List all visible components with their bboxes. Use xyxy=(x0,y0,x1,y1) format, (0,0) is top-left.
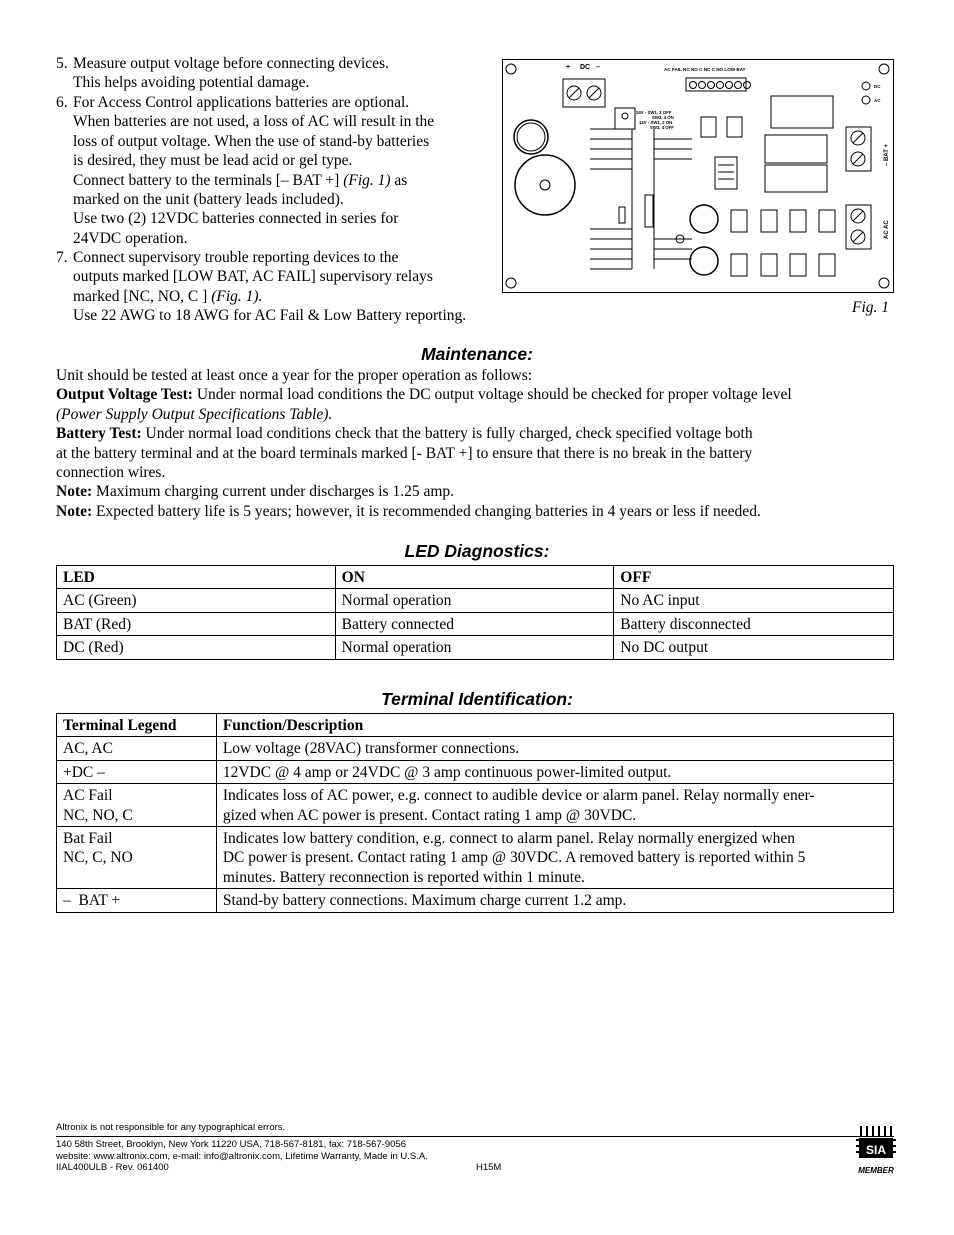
table-cell: Battery connected xyxy=(335,612,614,635)
column-header: LED xyxy=(57,566,336,589)
dip-switch-icon xyxy=(715,157,737,189)
led-diagnostics-heading: LED Diagnostics: xyxy=(404,541,550,561)
relay-terminal-strip xyxy=(686,78,746,91)
relay-icon xyxy=(765,135,827,163)
svg-text:AC FAIL NC NO C NC C: AC FAIL NC NO C NC C NO LOW BAT xyxy=(664,67,746,72)
terminal-desc-cell: Indicates loss of AC power, e.g. connect to audible device or alarm panel. Relay normally ener- gized when AC power is present. Contact rating 1 amp @ 30VDC. xyxy=(216,784,893,827)
sia-member-logo xyxy=(855,1124,897,1176)
column-header: Function/Description xyxy=(216,714,893,737)
svg-text:SIA: SIA xyxy=(865,1143,887,1157)
dc-terminal-block xyxy=(563,79,605,107)
table-header-row xyxy=(57,566,894,589)
led-diagnostics-table xyxy=(56,565,894,660)
table-row xyxy=(57,612,894,635)
svg-text:AC: AC xyxy=(874,98,881,103)
footer-rule xyxy=(56,1136,894,1137)
svg-text:DC: DC xyxy=(874,84,881,89)
table-cell: BAT (Red) xyxy=(57,612,336,635)
footer-address-block: 140 58th Street, Brooklyn, New York 11220 USA, 718-567-8181, fax: 718-567-9056 website: www.altronix.com, e-mail: info@altronix.com, Lifetime Warranty, Made in U.S.A. IIAL400ULB - Rev. 061400 xyxy=(56,1139,428,1173)
maintenance-section: Unit should be tested at least once a year for the proper operation as follows: Output Voltage Test: Under normal load conditions the DC output voltage should be checked for proper voltage level (Power Supply Output Specifications Table). Battery Test: Under normal load conditions check that the battery is fully charged, check specified voltage both at the battery terminal and at the board terminals marked [- BAT +] to ensure that there is no break in the battery connection wires. Note: Maximum charging current under discharges is 1.25 amp. Note: Expected battery life is 5 years; however, it is recommended changing batteries in 4 years or less if needed. xyxy=(56,367,792,520)
instruction-item-7: 7. Connect supervisory trouble reporting devices to the outputs marked [LOW BAT, AC FAIL] supervisory relays marked [NC, NO, C ] (Fig. 1). Use 22 AWG to 18 AWG for AC Fail & Low Battery reporting. xyxy=(56,249,467,325)
svg-text:+: + xyxy=(566,64,571,71)
instruction-item-6: 6. For Access Control applications batteries are optional. When batteries are not used, a loss of AC will result in the loss of output voltage. When the use of stand-by batteries is desired, they must be lead acid or gel type. Connect battery to the terminals [– BAT +] (Fig. 1) as marked on the unit (battery leads included). Use two (2) 12VDC batteries connected in series for 24VDC operation. xyxy=(56,94,435,247)
footer-code: H15M xyxy=(476,1162,502,1173)
terminal-legend-cell: AC, AC xyxy=(57,737,217,760)
figure-caption: Fig. 1 xyxy=(852,299,890,316)
terminal-desc-cell: Stand-by battery connections. Maximum charge current 1.2 amp. xyxy=(216,889,893,912)
bat-terminal-block xyxy=(846,127,871,171)
table-cell: Battery disconnected xyxy=(614,612,894,635)
svg-text:DC: DC xyxy=(580,64,591,71)
table-cell: AC (Green) xyxy=(57,589,336,612)
terminal-desc-cell: Indicates low battery condition, e.g. connect to alarm panel. Relay normally energized when DC power is present. Contact rating 1 amp @ 30VDC. A removed battery is reported within 5 minutes. Battery reconnection is reported within 1 minute. xyxy=(216,827,893,889)
table-row xyxy=(57,636,894,659)
svg-text:SW3, 4 ON: SW3, 4 ON xyxy=(652,115,674,120)
column-header: OFF xyxy=(614,566,894,589)
svg-text:AC AC: AC AC xyxy=(884,220,890,239)
fig-reference: (Fig. 1) xyxy=(343,171,391,189)
table-row xyxy=(57,737,894,760)
table-row xyxy=(57,889,894,912)
svg-text:24V - SW1, 2 OFF: 24V - SW1, 2 OFF xyxy=(636,110,672,115)
column-header: Terminal Legend xyxy=(57,714,217,737)
instruction-item-5: 5. Measure output voltage before connecting devices. This helps avoiding potential damage. xyxy=(56,55,389,92)
column-header: ON xyxy=(335,566,614,589)
svg-text:SW3, 4 OFF: SW3, 4 OFF xyxy=(650,125,674,130)
sia-logo-icon xyxy=(855,1124,897,1176)
svg-text:– BAT +: – BAT + xyxy=(884,143,890,166)
table-row xyxy=(57,760,894,783)
table-cell: Normal operation xyxy=(335,636,614,659)
terminal-desc-cell: Low voltage (28VAC) transformer connections. xyxy=(216,737,893,760)
table-cell: No DC output xyxy=(614,636,894,659)
svg-text:12V - SW1, 2 ON: 12V - SW1, 2 ON xyxy=(639,120,673,125)
board-diagram xyxy=(502,59,894,293)
svg-text:MEMBER: MEMBER xyxy=(858,1166,894,1175)
terminal-identification-table xyxy=(56,713,894,913)
board-diagram-svg xyxy=(502,59,894,293)
fig-reference: (Fig. 1). xyxy=(211,287,263,305)
terminal-desc-cell: 12VDC @ 4 amp or 24VDC @ 3 amp continuous power-limited output. xyxy=(216,760,893,783)
maintenance-heading: Maintenance: xyxy=(421,344,533,364)
terminal-legend-cell: +DC – xyxy=(57,760,217,783)
relay-icon xyxy=(771,96,833,128)
table-cell: No AC input xyxy=(614,589,894,612)
table-cell: DC (Red) xyxy=(57,636,336,659)
terminal-legend-cell: AC Fail NC, NO, C xyxy=(57,784,217,827)
ac-terminal-block xyxy=(846,205,871,249)
table-header-row xyxy=(57,714,894,737)
table-row xyxy=(57,784,894,827)
terminal-legend-cell: – BAT + xyxy=(57,889,217,912)
table-row xyxy=(57,827,894,889)
table-cell: Normal operation xyxy=(335,589,614,612)
relay-icon xyxy=(765,165,827,192)
terminal-legend-cell: Bat Fail NC, C, NO xyxy=(57,827,217,889)
table-row xyxy=(57,589,894,612)
svg-text:–: – xyxy=(596,64,600,71)
terminal-identification-heading: Terminal Identification: xyxy=(381,689,573,709)
footer-disclaimer: Altronix is not responsible for any typographical errors. xyxy=(56,1122,286,1133)
